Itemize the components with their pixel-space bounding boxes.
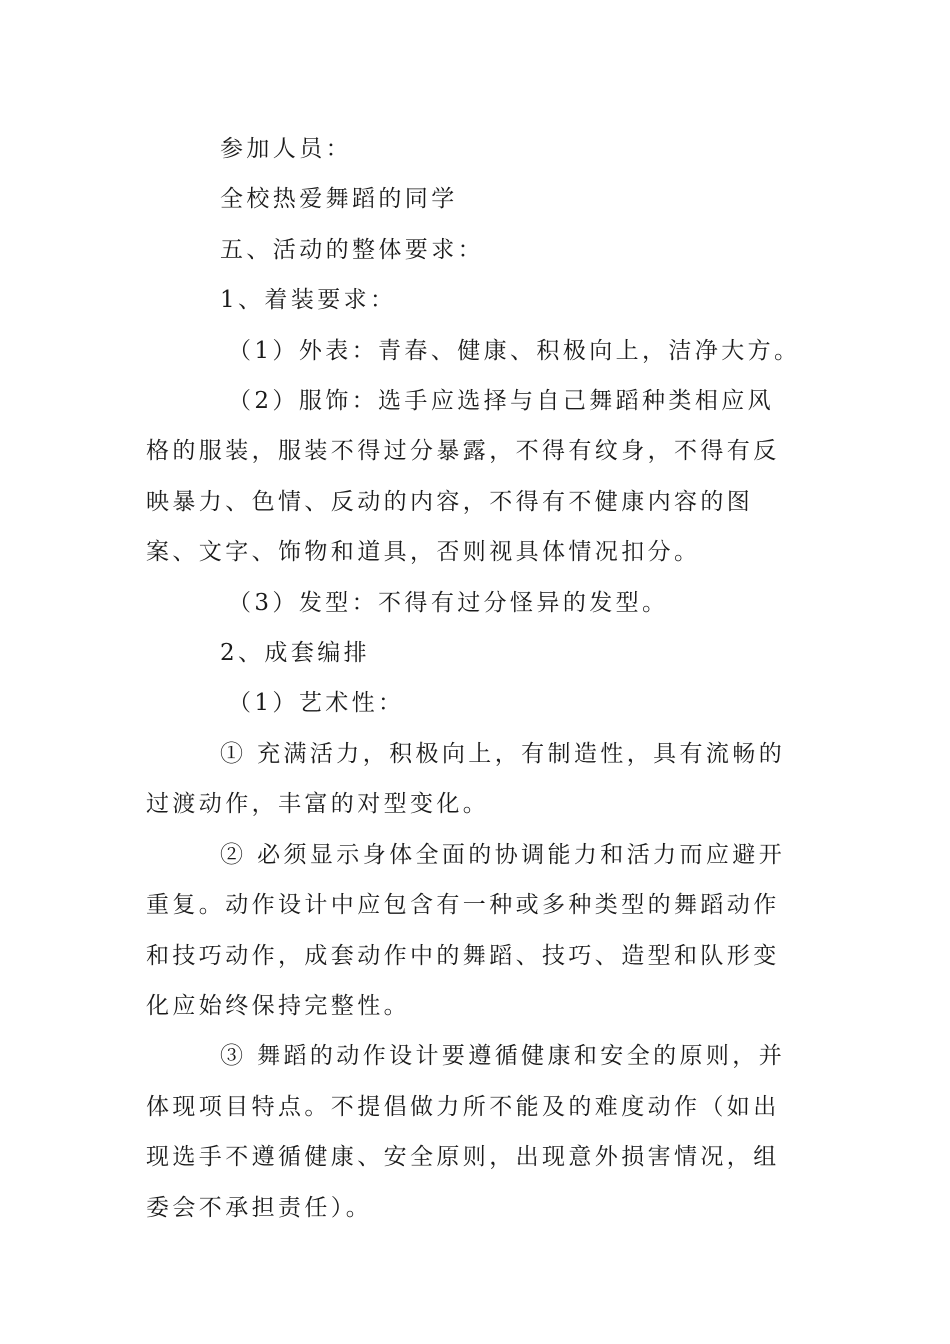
paragraph-participants: 全校热爱舞蹈的同学	[220, 186, 458, 213]
subheading-dress-code: 1、着装要求：	[220, 287, 397, 314]
point-2-coordination: ② 必须显示身体全面的协调能力和活力而应避开重复。动作设计中应包含有一种或多种类型的舞蹈动作和技巧动作，成套动作中的舞蹈、技巧、造型和队形变化应始终保持完整性。	[146, 841, 786, 1019]
document-body	[146, 124, 801, 1233]
item-hairstyle: （3）发型：不得有过分怪异的发型。	[228, 589, 669, 616]
item-appearance: （1）外表：青春、健康、积极向上，洁净大方。	[228, 337, 801, 364]
item-costume: （2）服饰：选手应选择与自己舞蹈种类相应风格的服装，服装不得过分暴露，不得有纹身，不得有反映暴力、色情、反动的内容，不得有不健康内容的图案、文字、饰物和道具，否则视具体情况扣分。	[146, 388, 780, 566]
point-3-safety: ③ 舞蹈的动作设计要遵循健康和安全的原则，并体现项目特点。不提倡做力所不能及的难度动作（如出现选手不遵循健康、安全原则，出现意外损害情况，组委会不承担责任）。	[146, 1043, 786, 1221]
item-artistry: （1）艺术性：	[228, 690, 405, 717]
subheading-choreography: 2、成套编排	[220, 640, 371, 667]
section-heading-requirements: 五、活动的整体要求：	[220, 236, 484, 263]
paragraph-participants-heading: 参加人员：	[220, 136, 352, 162]
point-1-vitality: ① 充满活力，积极向上，有制造性，具有流畅的过渡动作，丰富的对型变化。	[146, 740, 786, 818]
